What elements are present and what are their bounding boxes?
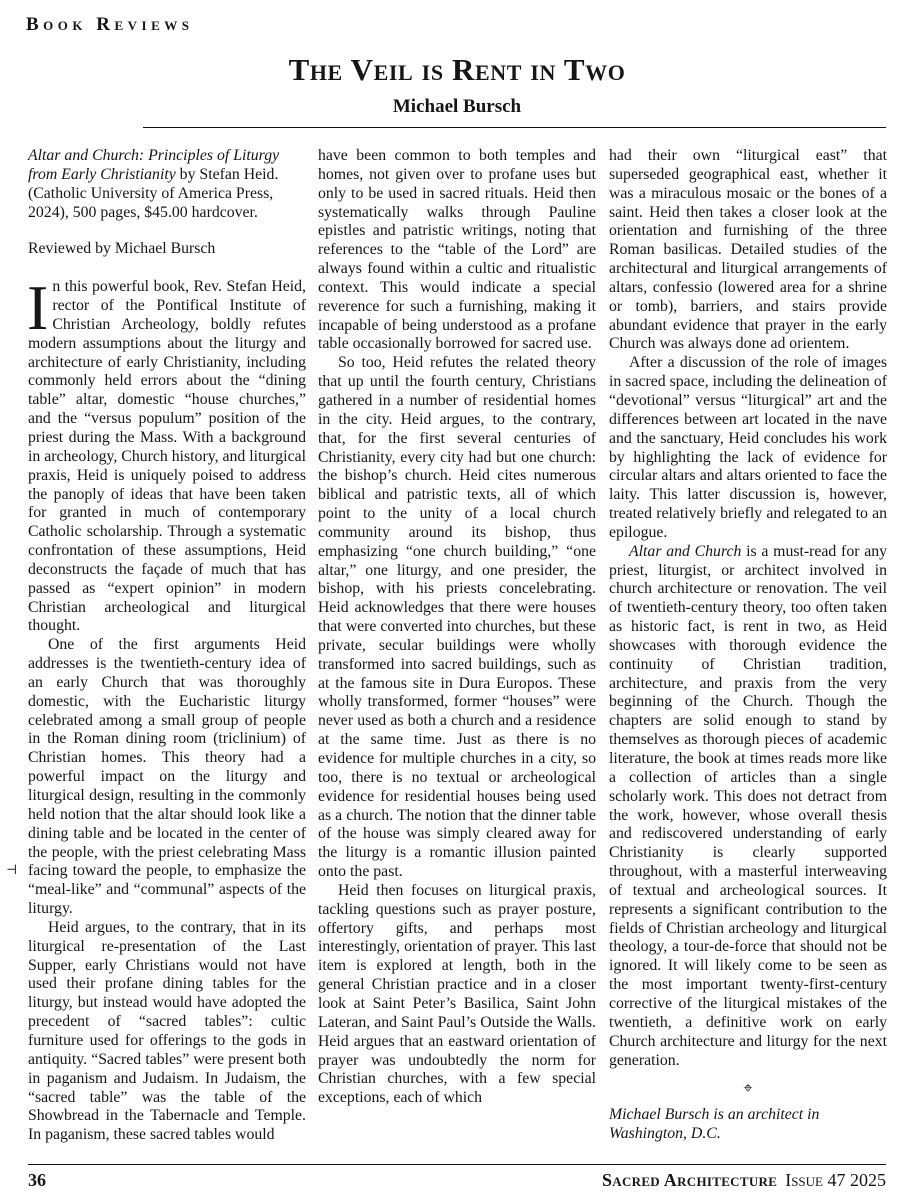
paragraph-continued: have been common to both temples and homes, not given over to profane uses but only to be used in sacred rituals. Heid then systematically walks through Pauline epistles and patristic writings, noting that references to the “table of the Lord” are always found within a cultic and ritualistic context. This would indicate a special reverence for such a furnishing, making it incapable of being understood as a profane table occasionally borrowed for sacred use. [318, 147, 596, 353]
paragraph: One of the first arguments Heid addresses is the twentieth-century idea of an early Church that was thoroughly domestic, with the Eucharistic liturgy celebrated among a small group of people in the Roman dining room (triclinium) of Christian homes. This theory had a powerful impact on the liturgy and liturgical design, resulting in the commonly held notion that the altar should look like a dining table and be located in the center of the people, with the priest celebrating Mass facing toward the people, to emphasize the “meal-like” and “communal” aspects of the liturgy. [28, 636, 306, 918]
page-number: 36 [28, 1170, 46, 1190]
paragraph-text: is a must-read for any priest, liturgist, or architect involved in church architecture or renovation. The veil of twentieth-century theory, too often taken as historic fact, is rent in two, as Heid showcases with thorough evidence the continuity of Christian tradition, architecture, and praxis from the very beginning of the Church. Though the chapters are solid enough to stand by themselves as thorough pieces of academic literature, the book at times reads more like a collection of articles than a single scholarly work. This does not detract from the work, however, whose overall thesis and rediscovered understanding of early Christianity is clearly supported throughout, with a masterful interweaving of textual and archeological sources. It represents a significant contribution to the fields of Christian archeology and liturgical theology, a tour-de-force that should not be ignored. It will likely come to be seen as the most important twenty-first-century corrective of the liturgical mistakes of the twentieth, a definitive work on early Church architecture and liturgy for the next generation. [609, 542, 888, 1069]
paragraph-text: n this powerful book, Rev. Stefan Heid, rector of the Pontifical Institute of Christian Archeology, boldly refutes modern assumptions about the liturgy and architecture of early Christianity, including commonly held errors about the “dining table” altar, domestic “house churches,” and the “versus populum” position of the priest during the Mass. With a background in archeology, Church history, and liturgical praxis, Heid is uniquely poised to address the panoply of ideas that have been taken for granted in much of contemporary Catholic scholarship. Through a systematic confrontation of these assumptions, Heid deconstructs the façade of much that has passed as “expert opinion” in modern Christian archeological and liturgical thought. [28, 278, 306, 635]
paragraph: After a discussion of the role of images in sacred space, including the delineation of “devotional” versus “liturgical” art and the differences between art located in the nave and the sanctuary, Heid concludes his work by highlighting the lack of evidence for circular altars and altars oriented to face the laity. This latter discussion is, however, treated relatively briefly and relegated to an epilogue. [609, 354, 887, 541]
column-1 [28, 147, 306, 1145]
paragraph [27, 272, 306, 636]
paragraph: So too, Heid refutes the related theory that up until the fourth century, Christians gathered in a number of residential homes in the city. Heid argues, to the contrary, that, for the first several centuries of Christianity, every city had but one church: the bishop’s church. Heid cites numerous biblical and patristic texts, all of which point to the unity of a local church community around its bishop, thus emphasizing “one church building,” “one altar,” one liturgy, and one presider, the bishop, with his priests concelebrating. Heid acknowledges that there were houses that were converted into churches, but these private, secular buildings were wholly transformed into sacred buildings, such as at the famous site in Dura Europos. These wholly transformed, former “houses” were never used as both a church and a residence at the same time. Just as there is no evidence for multiple churches in a city, so too, there is no textual or archeological evidence for residential houses being used as a church. The notion that the dinner table of the house was simply cleared away for the liturgy is a romantic illusion painted onto the past. [318, 354, 596, 881]
book-title-inline: Altar and Church [629, 542, 742, 560]
paragraph [609, 543, 887, 1071]
column-2 [318, 147, 596, 1108]
magazine-name: Sacred Architecture [601, 1170, 778, 1190]
paragraph-continued: had their own “liturgical east” that superseded geographical east, whether it was a miraculous mosaic or the bones of a saint. Heid then takes a closer look at the orientation and furnishing of the three Roman basilicas. Detailed studies of the architectural and liturgical arrangements of altars, confessio (lowered area for a shrine or tomb), barriers, and stairs provide abundant evidence that prayer in the early Church was always done ad orientem. [609, 147, 887, 353]
book-title: Altar and Church: Principles of Liturgy from Early Christianity [28, 147, 280, 183]
paragraph: Heid then focuses on liturgical praxis, tackling questions such as prayer posture, offertory gifts, and perhaps most interestingly, orientation of prayer. This last item is explored at length, both in the general Christian practice and in a closer look at Saint Peter’s Basilica, Saint John Lateran, and Saint Paul’s Outside the Walls. Heid argues that an eastward orientation of prayer was undoubtedly the norm for Christian churches, with a few special exceptions, each of which [318, 881, 596, 1107]
book-details: by Stefan Heid. (Catholic University of America Press, 2024), 500 pages, $45.00 hardcover. [28, 165, 279, 221]
drop-cap: I [27, 272, 49, 344]
paragraph: Heid argues, to the contrary, that in its liturgical re-presentation of the Last Supper, early Christians would not have used their profane dining tables for the liturgy, but instead would have adopted the precedent of “sacred tables”: cultic furniture used for offerings to the gods in antiquity. “Sacred tables” were present both in paganism and Judaism. In Judaism, the “sacred table” was the table of the Showbread in the Tabernacle and Temple. In paganism, these sacred tables would [28, 918, 306, 1144]
section-label: Book Reviews [26, 14, 194, 35]
margin-mark-icon: ⊣ [6, 862, 18, 877]
footer-publication [602, 1170, 886, 1191]
footer-rule [28, 1164, 886, 1165]
article-title: The Veil is Rent in Two [288, 52, 626, 87]
issue-info: Issue 47 2025 [785, 1170, 886, 1190]
book-citation [28, 147, 306, 222]
article-author: Michael Bursch [392, 96, 522, 117]
author-bio: Michael Bursch is an architect in Washington, D.C. [609, 1106, 820, 1143]
column-3 [609, 147, 887, 1144]
cross-ornament-icon: ⌖ [743, 1080, 753, 1098]
header-rule [143, 127, 886, 128]
reviewed-by: Reviewed by Michael Bursch [28, 240, 216, 258]
